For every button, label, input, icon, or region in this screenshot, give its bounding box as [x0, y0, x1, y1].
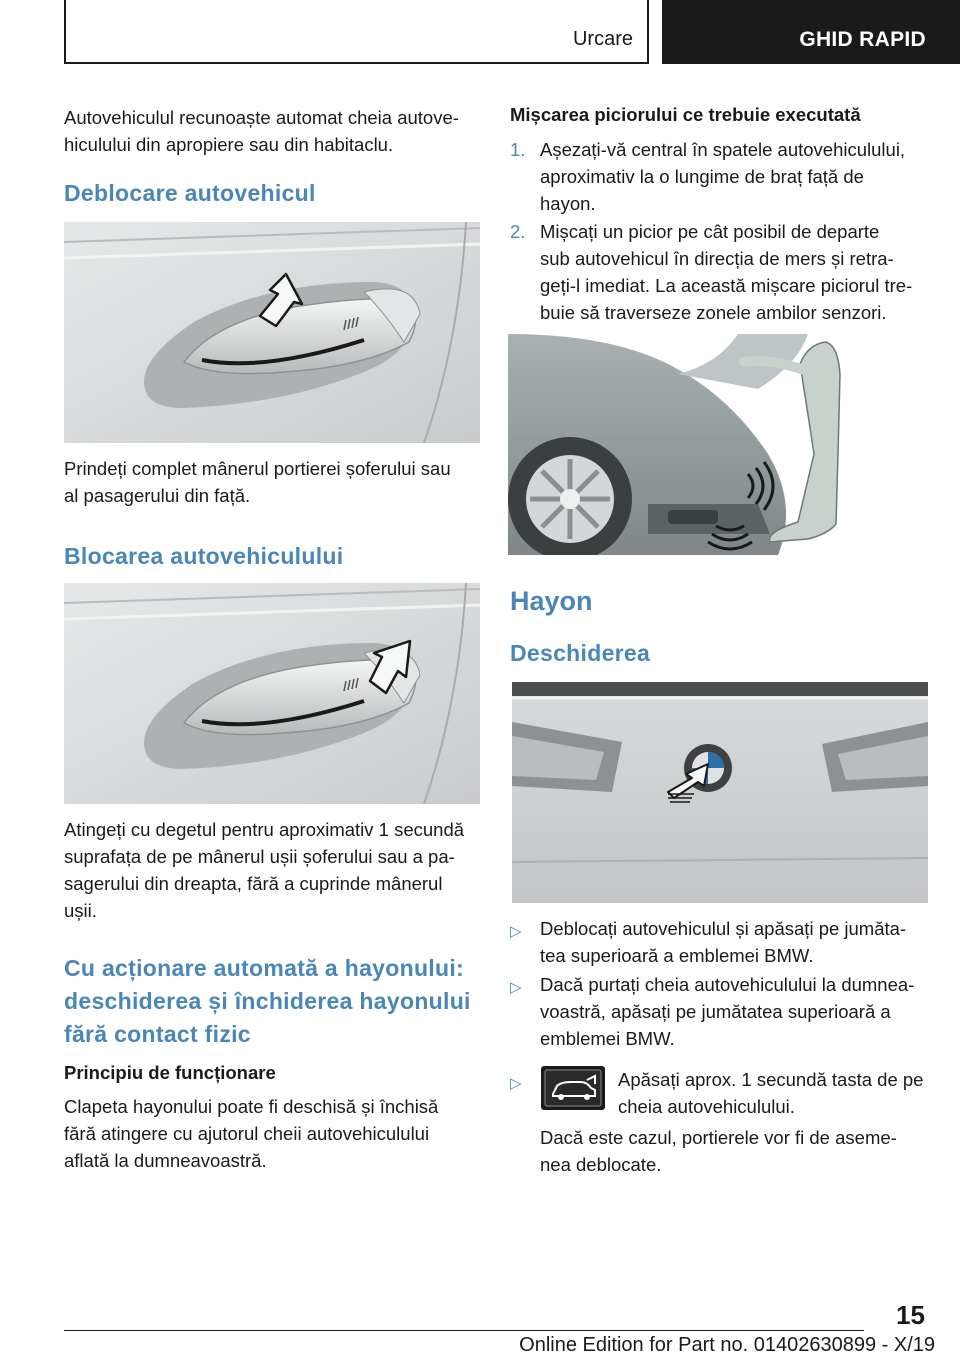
header-section-box [64, 0, 649, 64]
unlock-heading: Deblocare autovehicul [64, 180, 316, 206]
car-trunk-key-icon [541, 1066, 605, 1110]
key-bullet-text [618, 1066, 930, 1120]
bullet-line: voastră, apăsați pe jumătatea superioară a [540, 1001, 891, 1022]
footer-edition: Online Edition for Part no. 01402630899 - X/19 [519, 1334, 935, 1356]
header-section-title: Urcare [572, 28, 633, 50]
principle-line: fără atingere cu ajutorul cheii autovehiculului [64, 1123, 430, 1144]
bullet-marker: ▷ [510, 979, 522, 996]
auto-tailgate-heading-line: Cu acționare automată a hayonului: [64, 955, 464, 981]
key-bullet-line: Apăsați aprox. 1 secundă tasta de pe [618, 1069, 924, 1090]
principle-heading: Principiu de funcționare [64, 1062, 276, 1083]
bullet-line: Deblocați autovehiculul și apăsați pe jumăta- [540, 918, 907, 939]
footer-rule [64, 1330, 864, 1331]
step-line: hayon. [540, 193, 596, 214]
auto-tailgate-heading [64, 952, 471, 1051]
bullet-text [540, 971, 930, 1052]
step-line: aproximativ la o lungime de braț față de [540, 166, 864, 187]
auto-tailgate-heading-line: deschiderea și închiderea hayonului [64, 988, 471, 1014]
door-handle-grip-figure [64, 222, 480, 443]
step-text [540, 218, 930, 326]
bullet-line: tea superioară a emblemei BMW. [540, 945, 814, 966]
step-number: 2. [510, 221, 526, 242]
open-heading: Deschiderea [510, 640, 651, 666]
door-handle-touch-figure [64, 583, 480, 804]
hayon-heading: Hayon [510, 586, 593, 616]
key-note-line: nea deblocate. [540, 1154, 662, 1175]
key-note-paragraph [540, 1124, 932, 1178]
intro-paragraph [64, 104, 484, 158]
header-chapter-tab [662, 0, 960, 64]
intro-line: hiculului din apropiere sau din habitaclu. [64, 134, 394, 155]
key-note-line: Dacă este cazul, portierele vor fi de aseme- [540, 1127, 897, 1148]
bullet-text [540, 915, 930, 969]
lock-line: ușii. [64, 900, 97, 921]
unlock-paragraph [64, 455, 484, 509]
step-text [540, 136, 930, 217]
principle-line: aflată la dumneavoastră. [64, 1150, 267, 1171]
lock-paragraph [64, 816, 484, 924]
intro-line: Autovehiculul recunoaște automat cheia autove- [64, 107, 459, 128]
step-number: 1. [510, 139, 526, 160]
tailgate-emblem-figure [512, 682, 928, 903]
principle-paragraph [64, 1093, 484, 1174]
header-chapter-label: GHID RAPID [799, 28, 926, 51]
step-line: geți-l imediat. La această mișcare piciorul tre- [540, 275, 913, 296]
step-line: Așezați-vă central în spatele autovehiculului, [540, 139, 906, 160]
bullet-line: emblemei BMW. [540, 1028, 675, 1049]
bullet-line: Dacă purtați cheia autovehiculului la dumnea- [540, 974, 915, 995]
lock-line: suprafața de pe mânerul ușii șoferului sau a pa- [64, 846, 455, 867]
lock-heading: Blocarea autovehiculului [64, 543, 344, 569]
step-line: buie să traverseze zonele ambilor senzori. [540, 302, 887, 323]
step-line: sub autovehicul în direcția de mers și retra- [540, 248, 894, 269]
unlock-line: Prindeți complet mânerul portierei șoferului sau [64, 458, 451, 479]
step-line: Mișcați un picior pe cât posibil de departe [540, 221, 880, 242]
movement-heading: Mișcarea piciorului ce trebuie executată [510, 104, 861, 125]
principle-line: Clapeta hayonului poate fi deschisă și închisă [64, 1096, 439, 1117]
lock-line: sagerului din dreapta, fără a cuprinde mânerul [64, 873, 443, 894]
foot-gesture-figure [508, 334, 923, 555]
unlock-line: al pasagerului din față. [64, 485, 251, 506]
bullet-marker: ▷ [510, 923, 522, 940]
bullet-marker: ▷ [510, 1075, 522, 1092]
page-number: 15 [896, 1300, 925, 1330]
lock-line: Atingeți cu degetul pentru aproximativ 1 secundă [64, 819, 465, 840]
auto-tailgate-heading-line: fără contact fizic [64, 1021, 251, 1047]
key-bullet-line: cheia autovehiculului. [618, 1096, 795, 1117]
